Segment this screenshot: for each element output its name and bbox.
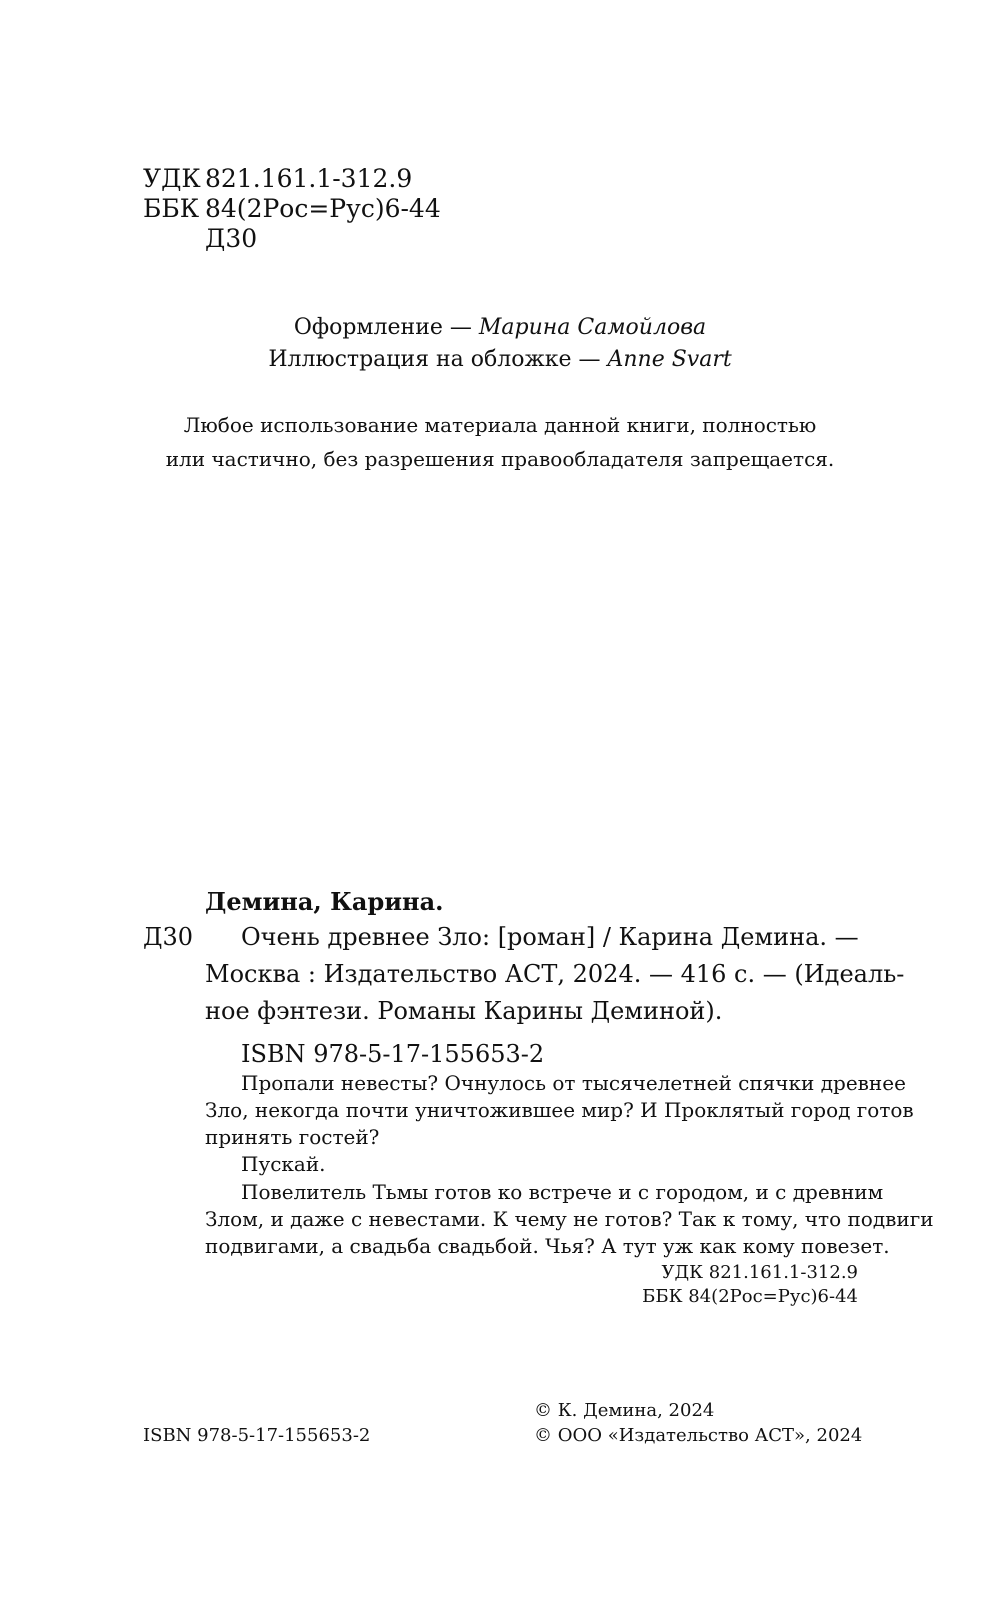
annotation-line: подвигами, а свадьба свадьбой. Чья? А тут уж как кому повезет. [205,1234,890,1258]
illustration-credit-label: Иллюстрация на обложке — [268,347,608,372]
udk-line [143,164,412,194]
catalog-mark: Д30 [143,923,194,951]
annotation-line: Зло, некогда почти уничтожившее мир? И Проклятый город готов [205,1098,914,1122]
design-credit-name: Марина Самойлова [478,315,707,340]
catalog-bbk: ББК 84(2Рос=Рус)6-44 [642,1286,858,1307]
bbk-line [143,194,441,224]
copyright-author: © К. Демина, 2024 [534,1400,715,1421]
udk-label: УДК [143,164,201,193]
catalog-line-3: ное фэнтези. Романы Карины Деминой). [205,997,723,1025]
catalog-udk: УДК 821.161.1-312.9 [661,1262,858,1283]
design-credit [0,312,1000,344]
copyright-publisher: © ООО «Издательство АСТ», 2024 [534,1425,863,1446]
annotation-line: принять гостей? [205,1125,380,1149]
bbk-label: ББК [143,194,200,223]
author-mark: Д30 [205,224,258,253]
catalog-line-1: Очень древнее Зло: [роман] / Карина Демина. — [241,923,859,951]
udk-value: 821.161.1-312.9 [205,164,413,193]
rights-notice-line-2: или частично, без разрешения правообладателя запрещается. [165,447,835,471]
catalog-author: Демина, Карина. [205,887,444,916]
catalog-line-2: Москва : Издательство АСТ, 2024. — 416 с. — (Идеаль- [205,960,905,988]
annotation-line: Пропали невесты? Очнулось от тысячелетней спячки древнее [241,1071,906,1095]
annotation-line: Пускай. [241,1152,326,1176]
illustration-credit [0,344,1000,376]
bottom-isbn: ISBN 978-5-17-155653-2 [143,1425,371,1446]
bbk-value: 84(2Рос=Рус)6-44 [205,194,441,223]
design-credit-label: Оформление — [293,315,479,340]
illustration-credit-name: Anne Svart [607,347,732,372]
rights-notice-line-1: Любое использование материала данной книги, полностью [183,413,817,437]
catalog-isbn: ISBN 978-5-17-155653-2 [241,1040,545,1068]
annotation-line: Повелитель Тьмы готов ко встрече и с городом, и с древним [241,1180,884,1204]
annotation-line: Злом, и даже с невестами. К чему не готов? Так к тому, что подвиги [205,1207,934,1231]
